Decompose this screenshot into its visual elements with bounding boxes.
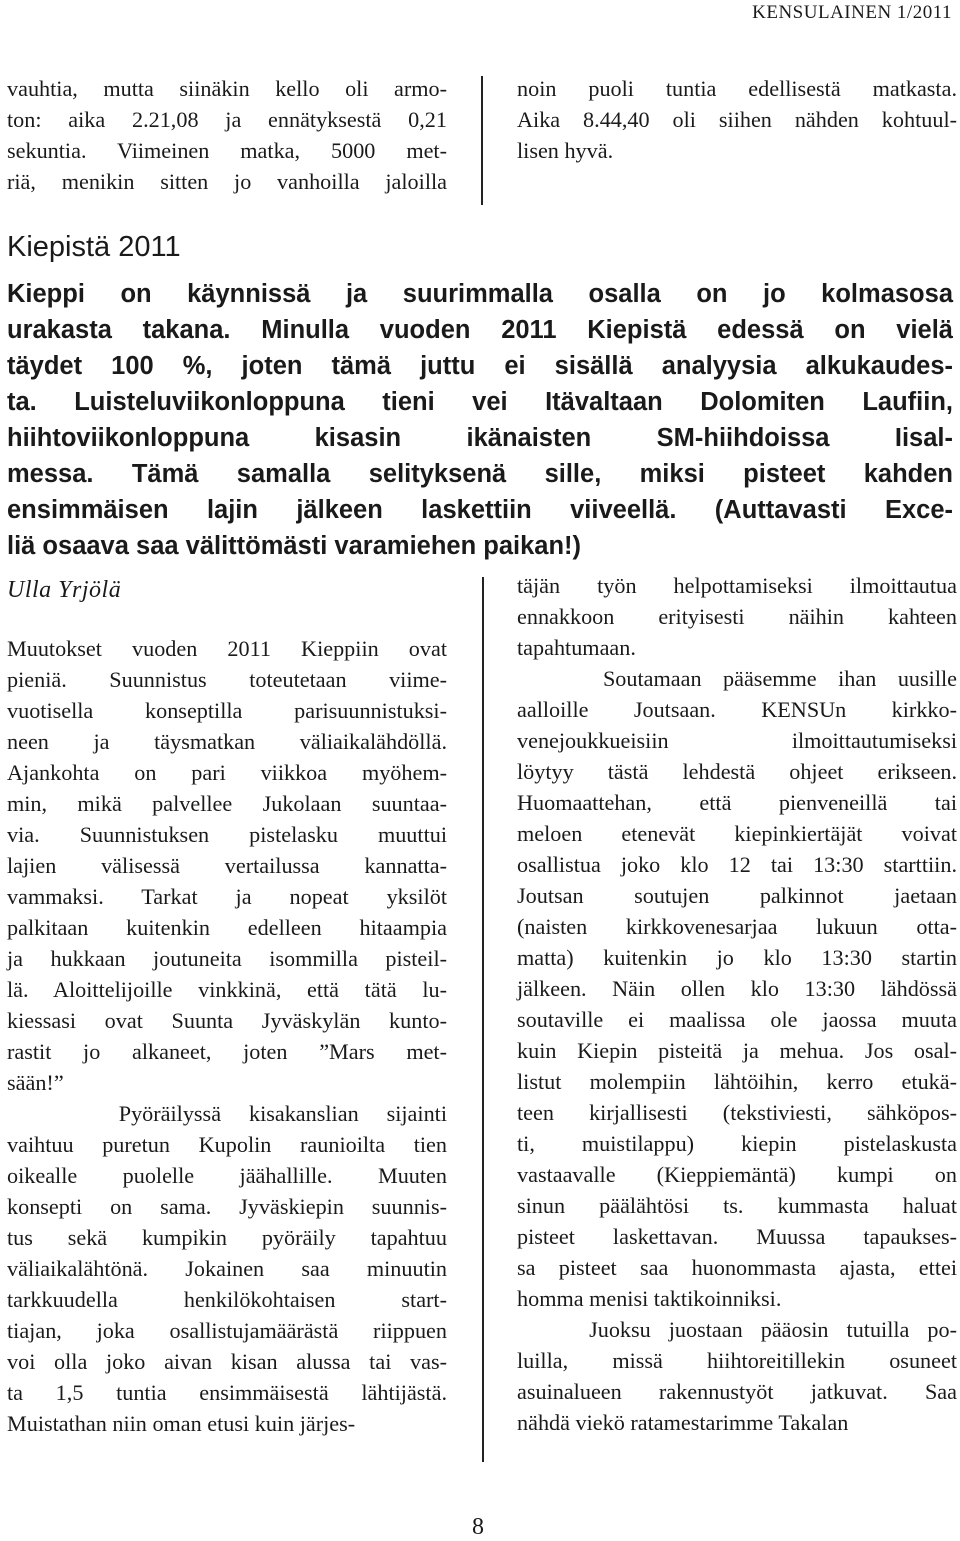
column-divider-top — [481, 76, 483, 205]
text-line: vastaavalle (Kieppiemäntä) kumpi on — [517, 1162, 957, 1187]
text-line: kuin Kiepin pisteitä ja mehua. Jos osal- — [517, 1038, 957, 1063]
text-line: Juoksu juostaan pääosin tutuilla po- — [517, 1317, 957, 1342]
text-line: pisteet laskettavan. Muussa tapaukses- — [517, 1224, 957, 1249]
text-line: lä. Aloittelijoille vinkkinä, että tätä lu- — [7, 977, 447, 1002]
right-column — [517, 570, 957, 1438]
text-line: nähdä viekö ratamestarimme Takalan — [517, 1410, 849, 1435]
text-line: aalloille Joutsaan. KENSUn kirkko- — [517, 697, 957, 722]
intro-line: täydet 100 %, joten tämä juttu ei sisällä analyysia alkukaudes- — [7, 352, 953, 380]
intro-line: ensimmäisen lajin jälkeen laskettiin viiveellä. (Auttavasti Exce- — [7, 496, 953, 524]
text-line: lajien välisessä vertailussa kannatta- — [7, 853, 447, 878]
text-line: (naisten kirkkovenesarjaa lukuun otta- — [517, 914, 957, 939]
text-line: pieniä. Suunnistus toteutetaan viime- — [7, 667, 447, 692]
text-line: palkitaan kuitenkin edelleen hitaampia — [7, 915, 447, 940]
text-line: vuotisella konseptilla parisuunnistuksi- — [7, 698, 447, 723]
intro-paragraph — [7, 276, 953, 564]
text-line: sinun päälähtösi ts. kummasta haluat — [517, 1193, 957, 1218]
text-line: jälkeen. Näin ollen klo 13:30 lähdössä — [517, 976, 957, 1001]
text-line: Ajankohta on pari viikkoa myöhem- — [7, 760, 447, 785]
page-number: 8 — [472, 1514, 484, 1540]
section-title: Kiepistä 2011 — [7, 231, 181, 263]
intro-line: Kieppi on käynnissä ja suurimmalla osalla on jo kolmasosa — [7, 280, 953, 308]
text-line: tiajan, joka osallistujamäärästä riippuen — [7, 1318, 447, 1343]
text-line: riä, menikin sitten jo vanhoilla jaloilla — [7, 169, 447, 194]
text-line: oikealle puolelle jäähallille. Muuten — [7, 1163, 447, 1188]
intro-line: liä osaava saa välittömästi varamiehen paikan!) — [7, 532, 582, 560]
text-line: tarkkuudella henkilökohtaisen start- — [7, 1287, 447, 1312]
text-line: tus sekä kumpikin pyöräily tapahtuu — [7, 1225, 447, 1250]
text-line: noin puoli tuntia edellisestä matkasta. — [517, 76, 957, 101]
text-line: Muistathan niin oman etusi kuin järjes- — [7, 1411, 356, 1436]
text-line: vammaksi. Tarkat ja nopeat yksilöt — [7, 884, 447, 909]
intro-line: urakasta takana. Minulla vuoden 2011 Kiepistä edessä on vielä — [7, 316, 953, 344]
text-line: asuinalueen rakennustyöt jatkuvat. Saa — [517, 1379, 957, 1404]
text-line: ton: aika 2.21,08 ja ennätyksestä 0,21 — [7, 107, 447, 132]
text-line: sa pisteet saa huonommasta ajasta, ettei — [517, 1255, 957, 1280]
text-line: homma menisi taktikoinniksi. — [517, 1286, 782, 1311]
left-column — [7, 633, 447, 1439]
text-line: matta) kuitenkin jo klo 13:30 startin — [517, 945, 957, 970]
text-line: neen ja täysmatkan väliaikalähdöllä. — [7, 729, 447, 754]
author-name: Ulla Yrjölä — [7, 577, 122, 603]
text-line: ta 1,5 tuntia ensimmäisestä lähtijästä. — [7, 1380, 447, 1405]
intro-line: hiihtoviikonloppuna kisasin ikänaisten SM-hiihdoissa Iisal- — [7, 424, 953, 452]
text-line: rastit jo alkaneet, joten ”Mars met- — [7, 1039, 447, 1064]
text-line: kiessasi ovat Suunta Jyväskylän kunto- — [7, 1008, 447, 1033]
text-line: luilla, missä hiihtoreitillekin osuneet — [517, 1348, 957, 1373]
text-line: ja hukkaan joutuneita isommilla pisteil- — [7, 946, 447, 971]
column-divider-main — [482, 577, 484, 1462]
text-line: ennakkoon erityisesti näihin kahteen — [517, 604, 957, 629]
text-line: ti, muistilappu) kiepin pistelaskusta — [517, 1131, 957, 1156]
text-line: Aika 8.44,40 oli siihen nähden kohtuul- — [517, 107, 957, 132]
text-line: löytyy tästä lehdestä ohjeet erikseen. — [517, 759, 957, 784]
text-line: osallistua joko klo 12 tai 13:30 starttiin. — [517, 852, 957, 877]
text-line: Huomaattehan, että pienveneillä tai — [517, 790, 957, 815]
text-line: konsepti on sama. Jyväskiepin suunnis- — [7, 1194, 447, 1219]
text-line: Soutamaan pääsemme ihan uusille — [517, 666, 957, 691]
text-line: vauhtia, mutta siinäkin kello oli armo- — [7, 76, 447, 101]
text-line: Pyöräilyssä kisakanslian sijainti — [7, 1101, 447, 1126]
magazine-header: KENSULAINEN 1/2011 — [752, 2, 952, 23]
text-line: meloen etenevät kiepinkiertäjät voivat — [517, 821, 957, 846]
intro-line: messa. Tämä samalla selityksenä sille, miksi pisteet kahden — [7, 460, 953, 488]
text-line: listut molempiin lähtöihin, kerro etukä- — [517, 1069, 957, 1094]
text-line: sekuntia. Viimeinen matka, 5000 met- — [7, 138, 447, 163]
text-line: sään!” — [7, 1070, 64, 1095]
text-line: vaihtuu puretun Kupolin raunioilta tien — [7, 1132, 447, 1157]
text-line: väliaikalähtönä. Jokainen saa minuutin — [7, 1256, 447, 1281]
text-line: täjän työn helpottamiseksi ilmoittautua — [517, 573, 957, 598]
text-line: voi olla joko aivan kisan alussa tai vas- — [7, 1349, 447, 1374]
text-line: tapahtumaan. — [517, 635, 636, 660]
text-line: teen kirjallisesti (tekstiviesti, sähköpos- — [517, 1100, 957, 1125]
text-line: venejoukkueisiin ilmoittautumiseksi — [517, 728, 957, 753]
text-line: lisen hyvä. — [517, 138, 614, 163]
top-right-column — [517, 73, 957, 166]
top-left-column — [7, 73, 447, 197]
text-line: min, mikä palvellee Jukolaan suuntaa- — [7, 791, 447, 816]
text-line: Joutsan soutujen palkinnot jaetaan — [517, 883, 957, 908]
text-line: via. Suunnistuksen pistelasku muuttui — [7, 822, 447, 847]
text-line: Muutokset vuoden 2011 Kieppiin ovat — [7, 636, 447, 661]
text-line: soutaville ei maalissa ole jaossa muuta — [517, 1007, 957, 1032]
intro-line: ta. Luisteluviikonloppuna tieni vei Itävaltaan Dolomiten Laufiin, — [7, 388, 953, 416]
